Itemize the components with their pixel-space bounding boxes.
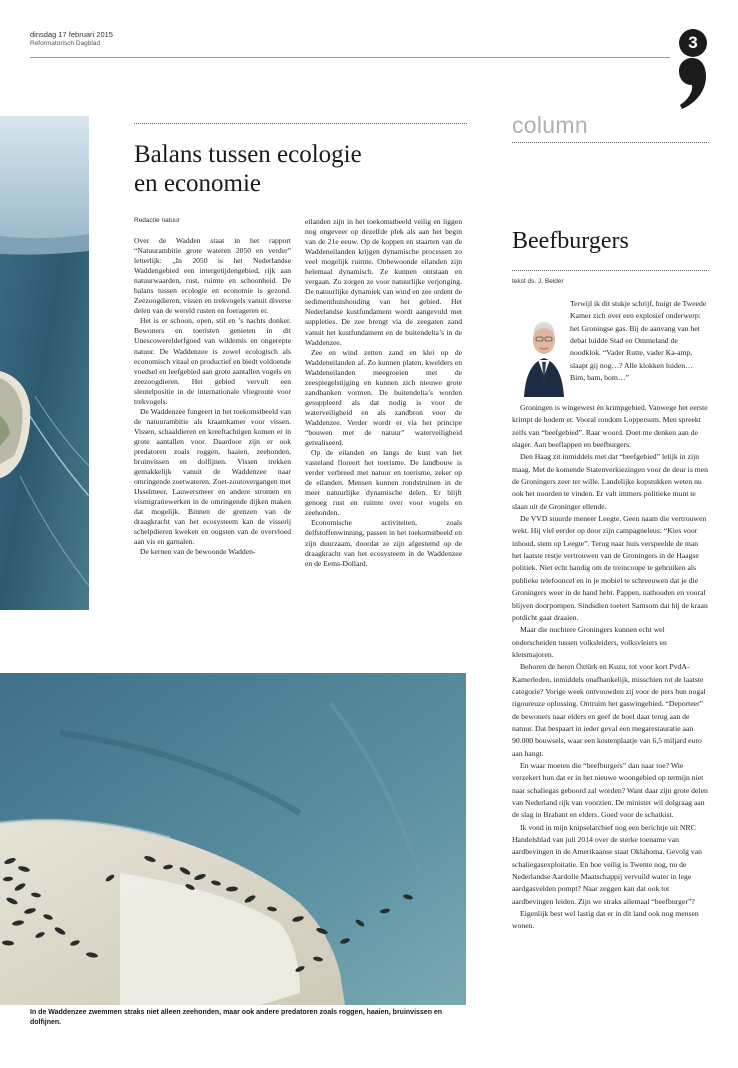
seals-sandbank-photo — [0, 673, 466, 1005]
article-column-1 — [134, 236, 291, 558]
column-section-label: column — [512, 112, 588, 138]
article-byline: Redactie natuur — [134, 217, 180, 224]
column-paragraph: Groningen is wingewest én krimpgebied. Vanwege het eerste krimpt de bodem er. Vooral rondom Loppersum. Men spreekt zelfs van “beefgebied”. Raar woord. Doet me denken aan de slager. Aan beeflappen en beefburgers. — [512, 403, 708, 450]
header-newspaper-name: Reformatorisch Dagblad — [30, 40, 101, 47]
column-body — [512, 402, 708, 933]
article-paragraph: De kernen van de bewoonde Wadden- — [140, 547, 256, 557]
column-top-rule — [512, 142, 709, 143]
article-paragraph: De Waddenzee fungeert in het toekomstbeeld van de natuurambitie als kraamkamer voor vissen. Vissen, schaaldieren en kreeftachtigen komen er in grote aantallen voor. Daardoor zijn er ook predatoren zoals roggen, haaien, zeehonden, bruinvissen en dolfijnen. Vissen trekken gemakkelijk vanuit de Waddenzee naar omringende zoetwateren. Zoet-zoutovergangen met IJsselmeer, Lauwersmeer en andere stromen en vismigratiewerken in de omringende dijken maken dat mogelijk. Binnen de grenzen van de draagkracht van het ecosysteem kan de visserij schelpdieren kweken en oogsten van de overvloed aan vis en garnalen. — [134, 406, 291, 547]
header-rule — [30, 57, 670, 58]
aerial-coast-photo — [0, 116, 89, 610]
column-title-rule — [512, 270, 709, 271]
headline-line-1: Balans tussen ecologie — [134, 141, 362, 168]
article-paragraph: Zee en wind zetten zand en klei op de Waddeneilanden af. Zo kunnen platen, kwelders en Waddeneilanden meegroeien met de zeespiegelstijging en kunnen zich nieuwe grote zandbanken vormen. De buitendelta’s worden gesuppleerd als dat nodig is voor de waterveiligheid en als zandbron voor de Waddenzee. Verder wordt er via het principe “bouwen met de natuur” waterveiligheid gerealiseerd. — [305, 347, 462, 448]
column-paragraph: Ik vond in mijn knipselarchief nog een berichtje uit NRC Handelsblad van juli 2014 over de sterke toename van aardbevingen in de Amerikaanse staat Oklahoma. Gevolg van schaliegasexploitatie. En hoe veilig is Twente nog, nu de Nederlandse Aardolie Maatschappij vervuild water in lege aardgasvelden pompt? Naar zeggen kan dat ook tot aardbevingen leiden. Zijn we straks allemaal “beefburger”? — [512, 822, 702, 906]
column-paragraph: Terwijl ik dit stukje schrijf, buigt de Tweede Kamer zich over een explosief onderwerp: het Groningse gas. Bij de aanvang van het debat luidde Stad en Ommeland de noodklok. “Vader Rutte, vader Ka-amp, slaapt gij nog…? Alle klokken luiden… Bim, bam, bom…” — [570, 299, 707, 383]
column-title: Beefburgers — [512, 228, 629, 254]
article-top-rule — [134, 123, 467, 124]
article-headline — [134, 140, 464, 198]
header-date: dinsdag 17 februari 2015 — [30, 30, 113, 39]
article-paragraph: Economische activiteiten, zoals delfstoffenwinning, passen in het toekomstbeeld en zijn duurzaam, doordat ze zijn afgestemd op de draagkracht van het ecosysteem in de Waddenzee en de Eems-Dollard. — [305, 518, 462, 568]
headline-line-2: en economie — [134, 170, 262, 197]
column-paragraph: Den Haag zit inmiddels met dat “beefgebied” lelijk in zijn maag. Met de komende Statenverkiezingen voor de deur is men de Groningers zeer ter wille. Landelijke kopstukken weten nu ook het noorden te vinden. Er valt immers politieke munt te slaan uit de Groninger ellende. — [512, 452, 708, 511]
column-paragraph: Maar die nuchtere Groningers kunnen echt wel onderscheiden tussen volksleiders, volksvleiers en kletsmajoren. — [512, 625, 667, 659]
column-author: tekst ds. J. Belder — [512, 278, 564, 285]
photo-caption: In de Waddenzee zwemmen straks niet alleen zeehonden, maar ook andere predatoren zoals roggen, haaien, bruinvissen en dolfijnen. — [30, 1009, 443, 1026]
author-portrait — [522, 302, 566, 397]
article-column-2 — [305, 217, 462, 569]
column-intro — [570, 298, 707, 384]
column-paragraph: De VVD stuurde meneer Leegte. Geen naam die vertrouwen wekt. Hij viel eerder op door zijn campagneleus: “Kies voor inhoud, stem op Leegte”. Terug naar huis verspeelde de man het laatste restje vertrouwen van de Groningers in de Haagse politiek. Niet echt handig om de treincoupe te gebruiken als publieke telefooncel en in je mobiel te schreeuwen dat je die Groningers weer in de hand hebt. Pappen, nathouden en vooral blijven doorpompen. Sindsdien toetert Samsom dat hij de kraan potdicht gaat draaien. — [512, 514, 708, 622]
comma-ornament-icon — [678, 58, 708, 110]
article-paragraph: Het is er schoon, open, stil en ’s nachts donker. Bewoners en toeristen genieten in dit Unescowerelderfgoed van wildernis en ongerepte natuur. De Waddenzee is zowel ecologisch als economisch vitaal en productief en biedt voldoende voedsel en leefgebied aan grote aantallen vogels en zeezoogdieren. Het gebied vervult een sleutelpositie in de internationale vliegroute voor trekvogels. — [134, 316, 291, 406]
column-paragraph: En waar moeten die “beefburgers” dan naar toe? Wie verzekert hun dat er in het nieuwe woongebied op termijn niet naar schaliegas geboord zal worden? Want daar zijn grote delen van Nederland rijk van voorzien. De minister wil dolgraag aan de slag in Brabant en elders. Goed voor de schatkist. — [512, 760, 708, 820]
article-paragraph: Op de eilanden en langs de kust van het vasteland floreert het toerisme. De landbouw is verder verbreed met natuur en toerisme, zeker op de eilanden. Mensen kunnen rondstruinen in de meer natuurlijke dynamische delen. Er blijft genoeg rust en ruimte over voor vogels en zeehonden. — [305, 448, 462, 518]
article-paragraph: eilanden zijn in het toekomstbeeld veilig en liggen nog ongeveer op dezelfde plek als aan het begin van de 21e eeuw. Op de koppen en staarten van de Waddeneilanden krijgen dynamische processen zo veel mogelijk ruimte. Onbewoonde eilanden zijn helemaal dynamisch. Ze kunnen ontstaan en vergaan. Zo zorgen ze voor natuurlijke verjonging. De natuurlijke dynamiek van wind en zee ordent de sedimenthuishouding van het gebied. Het Nederlandse kustfundament wordt aangevuld met suppleties. De zee brengt via de zeegaten zand vanuit het kustfundament en de buitendelta’s in de Waddenzee. — [305, 217, 462, 347]
article-paragraph: Over de Wadden staat in het rapport “Natuurambitie grote wateren 2050 en verder” letterlijk: „In 2050 is het Nederlandse Waddengebied een intergetijdengebied, rijk aan natuurwaarden, rust, ruimte en schoonheid. De balans tussen ecologie en economie is gezond. Zeezoogdieren, vissen en trekvogels vanuit diverse delen van de wereld rusten en foerageren er. — [134, 236, 291, 316]
column-paragraph: Behoren de heren Öztürk en Kuzu, tot voor kort PvdA-Kamerleden, inmiddels onafhankelijk, misschien tot de laatste categorie? Vorige week ontvouwden zij voor de pers hun nogal rigoureuze oplossing. Ontruim het gaswingebied. “Deporteer” de bewoners naar elders en geef de boel daar terug aan de natuur. Dat bespaart in ieder geval een megarestauratie aan 90.000 bouwsels, waar een kostenplaatje van 6,5 miljard euro aan hangt. — [512, 662, 706, 758]
column-paragraph: Eigenlijk best wel lastig dat er in dit land ook nog mensen wonen. — [512, 909, 699, 931]
page-number-badge: 3 — [679, 29, 707, 57]
